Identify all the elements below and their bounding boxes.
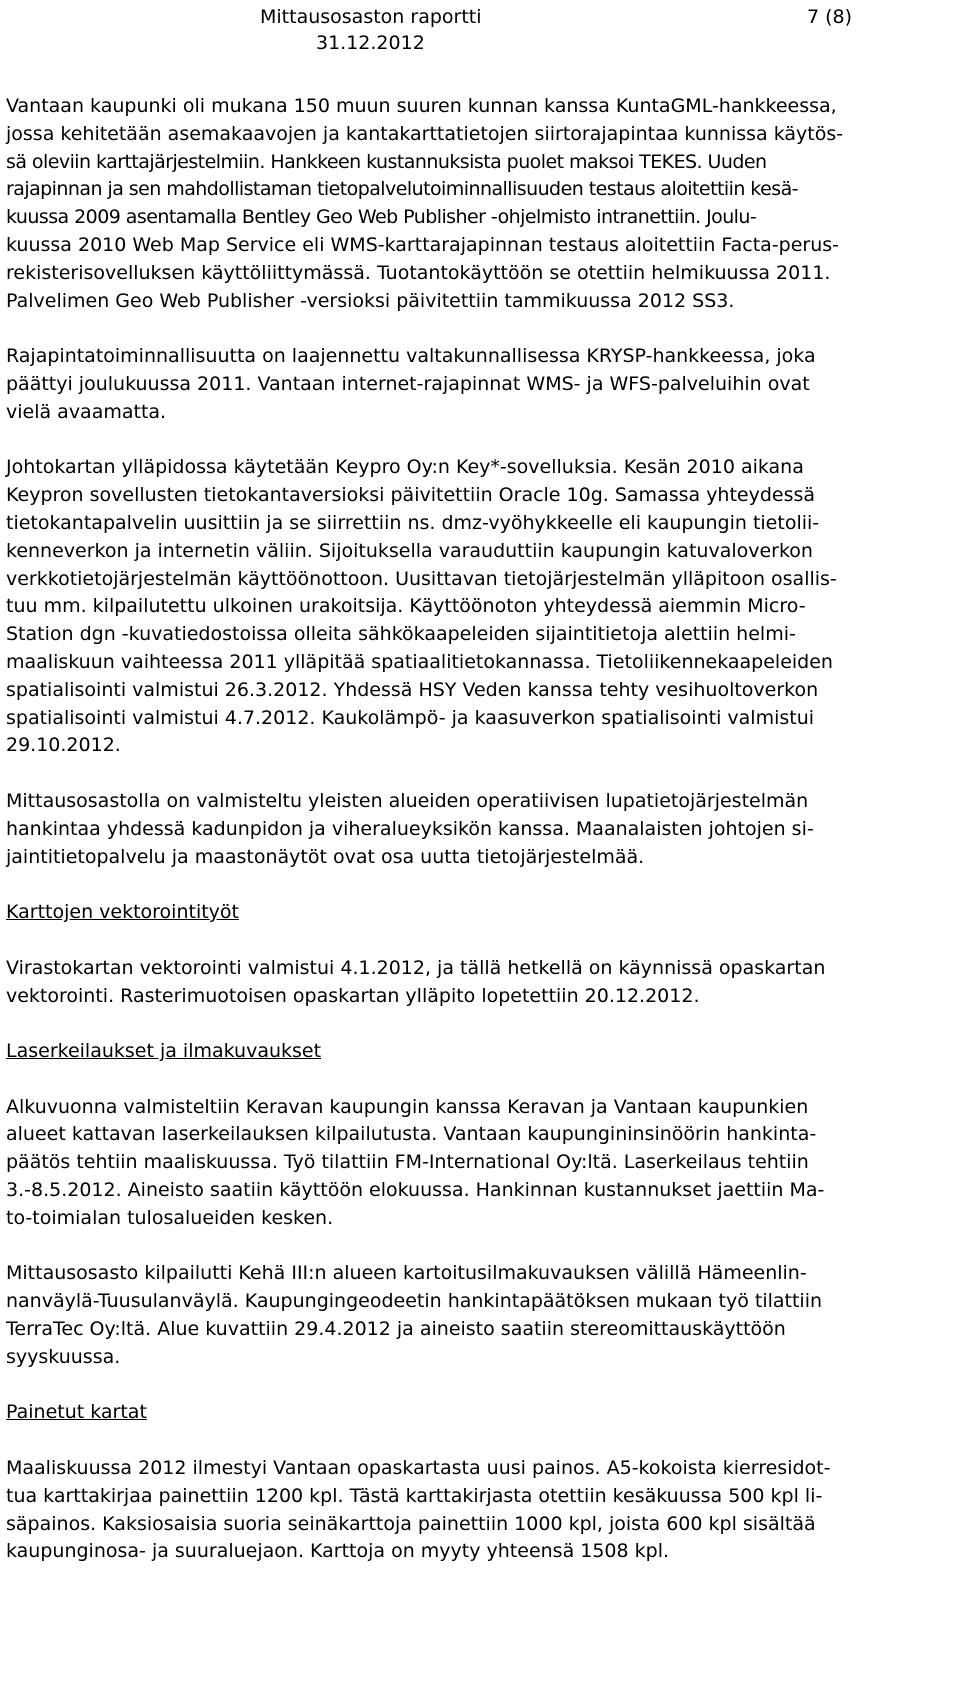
text-line: sä oleviin karttajärjestelmiin. Hankkeen kustannuksista puolet maksoi TEKES. Uuden [6, 150, 767, 173]
text-line: vielä avaamatta. [6, 400, 167, 423]
text-line: nanväylä-Tuusulanväylä. Kaupungingeodeetin hankintapäätöksen mukaan työ tilattiin [6, 1290, 823, 1313]
text-line: kuussa 2010 Web Map Service eli WMS-karttarajapinnan testaus aloitettiin Facta-perus- [6, 233, 840, 256]
section-heading: Karttojen vektorointityöt [6, 901, 240, 924]
text-line: tietokantapalvelin uusittiin ja se siirrettiin ns. dmz-vyöhykkeelle eli kaupungin tietolii- [6, 511, 820, 534]
text-line: tuu mm. kilpailutettu ulkoinen urakoitsija. Käyttöönoton yhteydessä aiemmin Micro- [6, 595, 806, 618]
text-line: Station dgn -kuvatiedostoissa olleita sähkökaapeleiden sijaintitietoja alettiin helmi- [6, 623, 796, 646]
text-line: rajapinnan ja sen mahdollistaman tietopalvelutoiminnallisuuden testaus aloitettiin kesä- [6, 178, 798, 201]
paragraph [6, 1094, 951, 1233]
text-line: tua karttakirjaa painettiin 1200 kpl. Tästä karttakirjasta otettiin kesäkuussa 500 kpl li- [6, 1484, 823, 1507]
paragraph [6, 343, 951, 426]
text-line: Virastokartan vektorointi valmistui 4.1.2012, ja tällä hetkellä on käynnissä opaskartan [6, 956, 826, 979]
text-line: TerraTec Oy:ltä. Alue kuvattiin 29.4.2012 ja aineisto saatiin stereomittauskäyttöön [6, 1318, 786, 1341]
text-line: päättyi joulukuussa 2011. Vantaan internet-rajapinnat WMS- ja WFS-palveluihin ovat [6, 372, 810, 395]
text-line: päätös tehtiin maaliskuussa. Työ tilattiin FM-International Oy:ltä. Laserkeilaus tehtiin [6, 1151, 809, 1174]
text-line: spatialisointi valmistui 26.3.2012. Yhdessä HSY Veden kanssa tehty vesihuoltoverkon [6, 678, 819, 701]
text-line: vektorointi. Rasterimuotoisen opaskartan ylläpito lopetettiin 20.12.2012. [6, 984, 700, 1007]
text-line: jossa kehitetään asemakaavojen ja kantakarttatietojen siirtorajapintaa kunnissa käytös- [6, 122, 844, 145]
text-line: syyskuussa. [6, 1345, 121, 1368]
page-number: 7 (8) [807, 6, 853, 28]
text-line: maaliskuun vaihteessa 2011 ylläpitää spatiaalitietokannassa. Tietoliikennekaapeleiden [6, 650, 833, 673]
text-line: rekisterisovelluksen käyttöliittymässä. Tuotantokäyttöön se otettiin helmikuussa 2011. [6, 261, 831, 284]
paragraph [6, 93, 951, 315]
paragraph [6, 788, 951, 871]
text-line: hankintaa yhdessä kadunpidon ja viheralueyksikön kanssa. Maanalaisten johtojen si- [6, 817, 814, 840]
text-line: Palvelimen Geo Web Publisher -versioksi päivitettiin tammikuussa 2012 SS3. [6, 289, 735, 312]
text-line: 29.10.2012. [6, 734, 121, 757]
paragraph [6, 454, 951, 760]
paragraph [6, 1260, 951, 1371]
section-heading: Laserkeilaukset ja ilmakuvaukset [6, 1040, 322, 1063]
text-line: Alkuvuonna valmisteltiin Keravan kaupungin kanssa Keravan ja Vantaan kaupunkien [6, 1095, 809, 1118]
paragraph [6, 1455, 951, 1566]
text-line: Johtokartan ylläpidossa käytetään Keypro Oy:n Key*-sovelluksia. Kesän 2010 aikana [6, 456, 804, 479]
text-line: Vantaan kaupunki oli mukana 150 muun suuren kunnan kanssa KuntaGML-hankkeessa, [6, 95, 837, 117]
text-line: spatialisointi valmistui 4.7.2012. Kaukolämpö- ja kaasuverkon spatialisointi valmistui [6, 706, 815, 729]
section-heading: Painetut kartat [6, 1401, 147, 1424]
text-line: 3.-8.5.2012. Aineisto saatiin käyttöön elokuussa. Hankinnan kustannukset jaettiin Ma- [6, 1179, 825, 1202]
text-line: kenneverkon ja internetin väliin. Sijoituksella varauduttiin kaupungin katuvaloverkon [6, 539, 813, 562]
text-line: Keypron sovellusten tietokantaversioksi päivitettiin Oracle 10g. Samassa yhteydessä [6, 484, 816, 507]
text-line: jaintitietopalvelu ja maastonäytöt ovat osa uutta tietojärjestelmää. [6, 845, 645, 868]
text-line: säpainos. Kaksiosaisia suoria seinäkarttoja painettiin 1000 kpl, joista 600 kpl sisältää [6, 1512, 816, 1535]
text-line: kaupunginosa- ja suuraluejaon. Karttoja on myyty yhteensä 1508 kpl. [6, 1540, 670, 1563]
text-line: to-toimialan tulosalueiden kesken. [6, 1206, 334, 1229]
text-line: verkkotietojärjestelmän käyttöönottoon. Uusittavan tietojärjestelmän ylläpitoon osallis- [6, 567, 837, 590]
text-line: kuussa 2009 asentamalla Bentley Geo Web Publisher -ohjelmisto intranettiin. Joulu- [6, 206, 757, 229]
report-date: 31.12.2012 [316, 32, 425, 54]
text-line: alueet kattavan laserkeilauksen kilpailutusta. Vantaan kaupungininsinöörin hankinta- [6, 1123, 817, 1146]
report-title: Mittausosaston raportti [260, 6, 482, 28]
paragraph [6, 955, 951, 1011]
document-body [6, 93, 951, 1594]
text-line: Maaliskuussa 2012 ilmestyi Vantaan opaskartasta uusi painos. A5-kokoista kierresidot- [6, 1457, 831, 1480]
text-line: Rajapintatoiminnallisuutta on laajennettu valtakunnallisessa KRYSP-hankkeessa, joka [6, 345, 816, 368]
text-line: Mittausosasto kilpailutti Kehä III:n alueen kartoitusilmakuvauksen välillä Hämeenlin- [6, 1262, 807, 1285]
text-line: Mittausosastolla on valmisteltu yleisten alueiden operatiivisen lupatietojärjestelmän [6, 789, 809, 812]
